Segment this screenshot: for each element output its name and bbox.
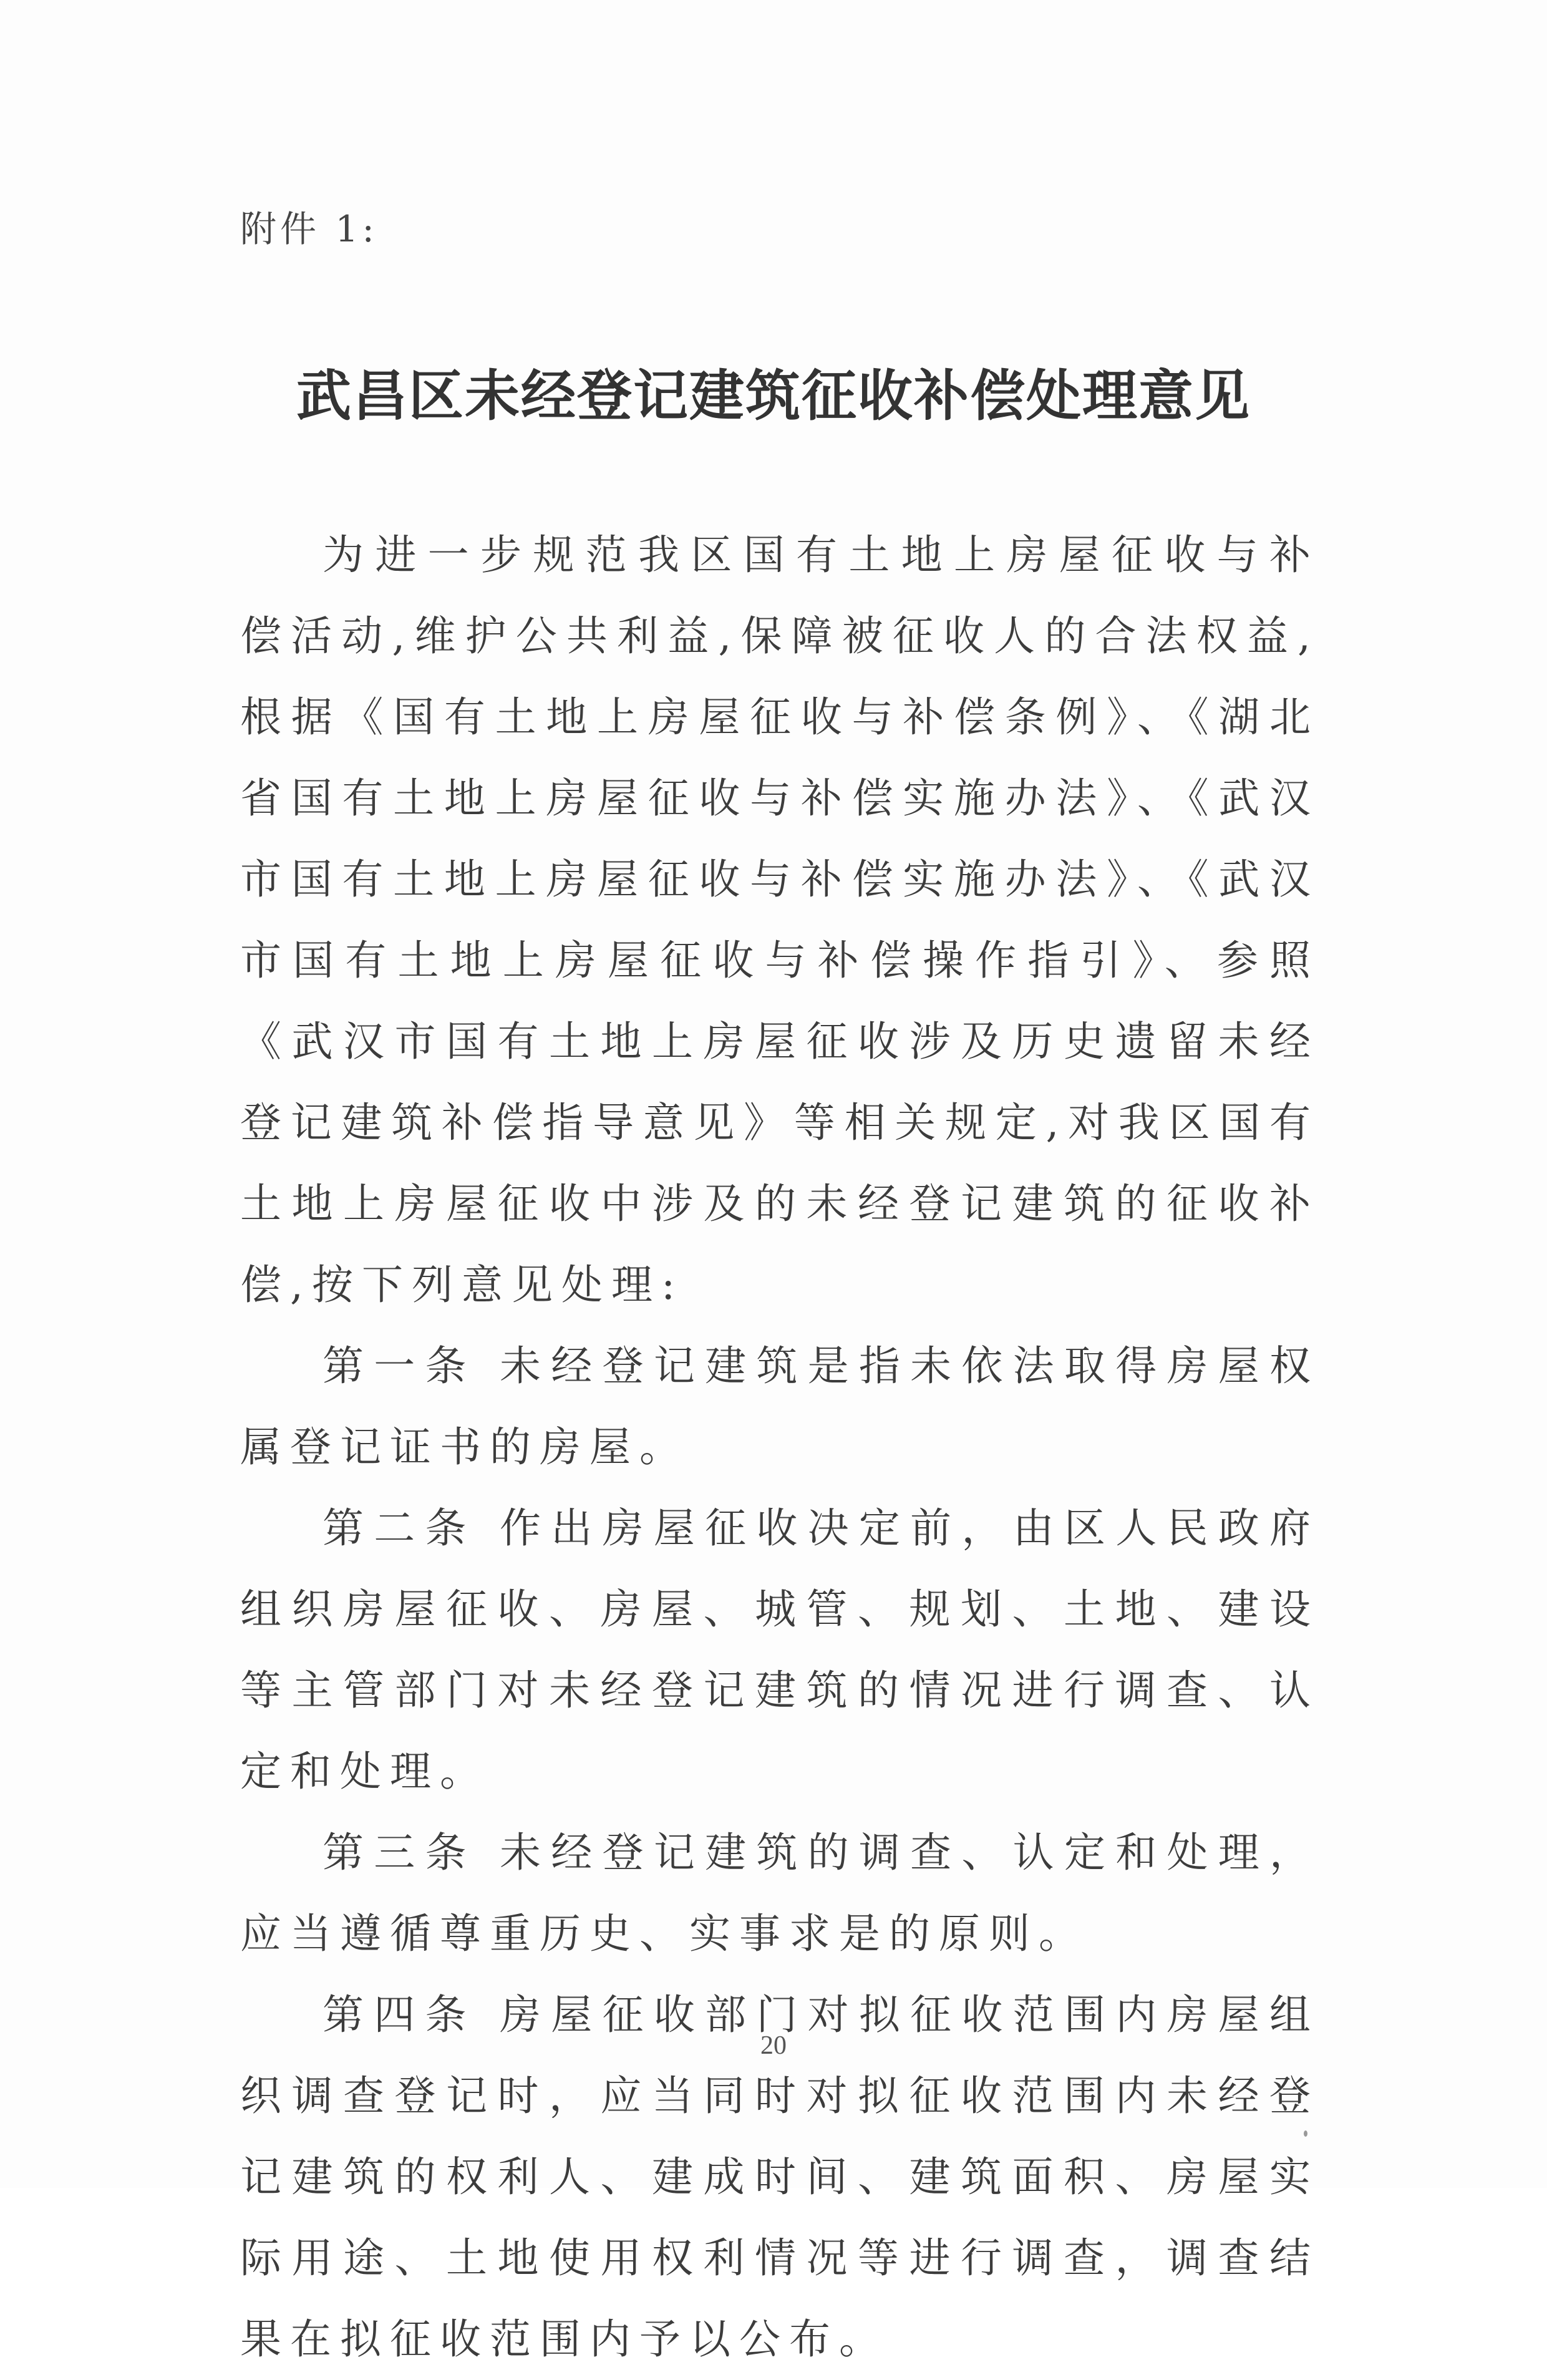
- scan-speck: [1304, 2130, 1307, 2137]
- paragraph-article-3: 第三条 未经登记建筑的调查、认定和处理，应当遵循尊重历史、实事求是的原则。: [240, 1829, 1319, 1958]
- paragraph-article-2: 第二条 作出房屋征收决定前，由区人民政府组织房屋征收、房屋、城管、规划、土地、建设等主管部门对未经登记建筑的情况进行调查、认定和处理。: [240, 1504, 1319, 1795]
- page-number: 20: [760, 2031, 787, 2060]
- paragraph-article-4: 第四条 房屋征收部门对拟征收范围内房屋组织调查登记时，应当同时对拟征收范围内未经登记建筑的权利人、建成时间、建筑面积、房屋实际用途、土地使用权利情况等进行调查，调查结果在拟征收范围内予以公布。: [240, 1991, 1319, 2363]
- paragraph-article-1: 第一条 未经登记建筑是指未依法取得房屋权属登记证书的房屋。: [240, 1342, 1319, 1471]
- attachment-label: 附件 1:: [240, 208, 378, 250]
- paragraph-intro: 为进一步规范我区国有土地上房屋征收与补偿活动,维护公共利益,保障被征收人的合法权益,根据《国有土地上房屋征收与补偿条例》、《湖北省国有土地上房屋征收与补偿实施办法》、《武汉市国有土地上房屋征收与补偿实施办法》、《武汉市国有土地上房屋征收与补偿操作指引》、参照《武汉市国有土地上房屋征收涉及历史遗留未经登记建筑补偿指导意见》等相关规定,对我区国有土地上房屋征收中涉及的未经登记建筑的征收补偿,按下列意见处理:: [240, 531, 1319, 1309]
- document-title: 武昌区未经登记建筑征收补偿处理意见: [296, 364, 1251, 428]
- document-body: [240, 515, 1319, 2380]
